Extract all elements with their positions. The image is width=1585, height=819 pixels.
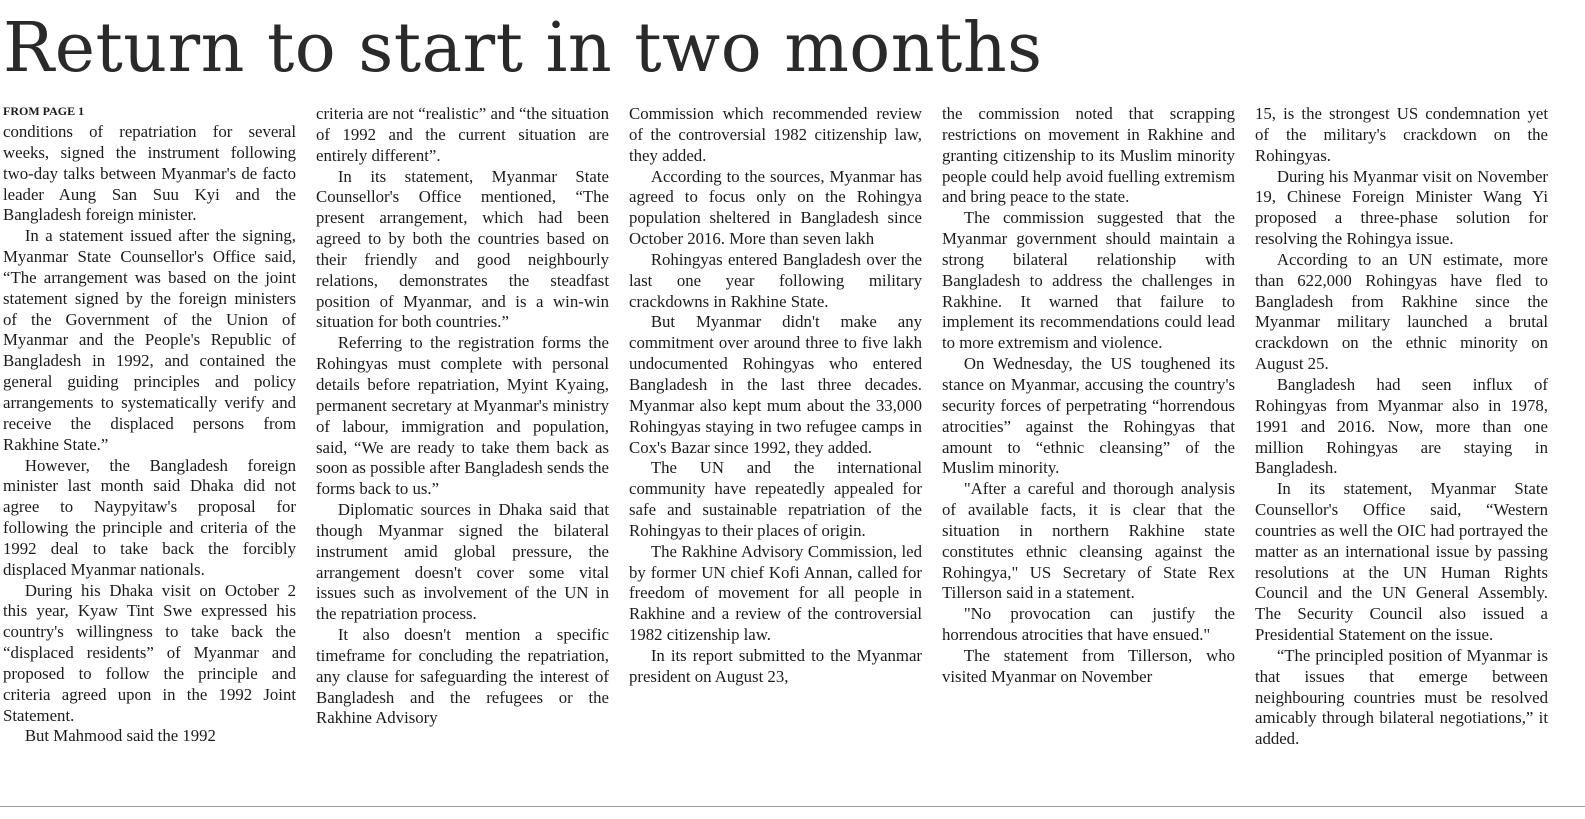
- article-paragraph: The Rakhine Advisory Commission, led by former UN chief Kofi Annan, called for freedom of movement for all people in Rakhine and a review of the controversial 1982 citizenship law.: [629, 541, 922, 645]
- article-paragraph: According to the sources, Myanmar has agreed to focus only on the Rohingya population sheltered in Bangladesh since October 2016. More than seven lakh: [629, 166, 922, 249]
- article-paragraph: The commission suggested that the Myanmar government should maintain a strong bilateral relationship with Bangladesh to address the challenges in Rakhine. It warned that failure to implement its recommendations could lead to more extremism and violence.: [942, 208, 1235, 353]
- article-paragraph: During his Myanmar visit on November 19, Chinese Foreign Minister Wang Yi proposed a three-phase solution for resolving the Rohingya issue.: [1255, 166, 1548, 249]
- article-paragraph: On Wednesday, the US toughened its stance on Myanmar, accusing the country's security forces of perpetrating “horrendous atrocities” against the Rohingyas that amount to “ethnic cleansing” of the Muslim minority.: [942, 354, 1235, 478]
- article-paragraph: Rohingyas entered Bangladesh over the last one year following military crackdowns in Rakhine State.: [629, 249, 922, 311]
- article-paragraph: Bangladesh had seen influx of Rohingyas from Myanmar also in 1978, 1991 and 2016. Now, more than one million Rohingyas are staying in Bangladesh.: [1255, 374, 1548, 478]
- article-column-5: [1255, 104, 1548, 794]
- article-columns: [3, 104, 1552, 794]
- article-paragraph: However, the Bangladesh foreign minister last month said Dhaka did not agree to Naypyitaw's proposal for following the principle and criteria of the 1992 deal to take back the forcibly displaced Myanmar nationals.: [3, 455, 296, 579]
- article-paragraph: The statement from Tillerson, who visited Myanmar on November: [942, 645, 1235, 686]
- article-paragraph: According to an UN estimate, more than 622,000 Rohingyas have fled to Bangladesh from Rakhine since the Myanmar military launched a brutal crackdown on the ethnic minority on August 25.: [1255, 249, 1548, 374]
- article-paragraph: But Myanmar didn't make any commitment over around three to five lakh undocumented Rohingyas who entered Bangladesh in the last three decades. Myanmar also kept mum about the 33,000 Rohingyas staying in two refugee camps in Cox's Bazar since 1992, they added.: [629, 312, 922, 457]
- continuation-kicker: FROM PAGE 1: [3, 104, 85, 118]
- headline: Return to start in two months: [3, 9, 1043, 88]
- article-paragraph: conditions of repatriation for several weeks, signed the instrument following two-day talks between Myanmar's de facto leader Aung San Suu Kyi and the Bangladesh foreign minister.: [3, 122, 296, 225]
- article-paragraph: 15, is the strongest US condemnation yet of the military's crackdown on the Rohingyas.: [1255, 104, 1548, 165]
- article-paragraph: During his Dhaka visit on October 2 this year, Kyaw Tint Swe expressed his country's willingness to take back the “displaced residents” of Myanmar and proposed to follow the principle and criteria agreed upon in the 1992 Joint Statement.: [3, 580, 296, 725]
- article-paragraph: In its report submitted to the Myanmar president on August 23,: [629, 645, 922, 686]
- article-paragraph: “The principled position of Myanmar is that issues that emerge between neighbouring countries must be resolved amicably through bilateral negotiations,” it added.: [1255, 645, 1548, 749]
- article-column-2: [316, 104, 609, 794]
- article-paragraph: In its statement, Myanmar State Counsellor's Office mentioned, “The present arrangement, which had been agreed to by both the countries based on their friendly and good neighbourly relations, demonstrates the steadfast position of Myanmar, and is a win-win situation for both countries.”: [316, 166, 609, 332]
- article-paragraph: "After a careful and thorough analysis of available facts, it is clear that the situation in northern Rakhine state constitutes ethnic cleansing against the Rohingya," US Secretary of State Rex Tillerson said in a statement.: [942, 479, 1235, 603]
- bottom-rule: [0, 806, 1585, 807]
- article-paragraph: The UN and the international community have repeatedly appealed for safe and sustainable repatriation of the Rohingyas to their places of origin.: [629, 458, 922, 540]
- article-paragraph: In its statement, Myanmar State Counsellor's Office said, “Western countries as well the OIC had portrayed the matter as an international issue by passing resolutions at the UN Human Rights Council and the UN General Assembly. The Security Council also issued a Presidential Statement on the issue.: [1255, 479, 1548, 645]
- article-paragraph: Diplomatic sources in Dhaka said that though Myanmar signed the bilateral instrument amid global pressure, the arrangement doesn't cover some vital issues such as involvement of the UN in the repatriation process.: [316, 500, 609, 624]
- article-paragraph: "No provocation can justify the horrendous atrocities that have ensued.": [942, 604, 1235, 645]
- article-paragraph: criteria are not “realistic” and “the situation of 1992 and the current situation are entirely different”.: [316, 104, 609, 165]
- article-paragraph: the commission noted that scrapping restrictions on movement in Rakhine and granting citizenship to its Muslim minority people could help avoid fuelling extremism and bring peace to the state.: [942, 104, 1235, 207]
- article-paragraph: It also doesn't mention a specific timeframe for concluding the repatriation, any clause for safeguarding the interest of Bangladesh and the refugees or the Rakhine Advisory: [316, 625, 609, 728]
- article-paragraph: In a statement issued after the signing, Myanmar State Counsellor's Office said, “The arrangement was based on the joint statement signed by the foreign ministers of the Government of the Union of Myanmar and the People's Republic of Bangladesh in 1992, and contained the general guiding principles and policy arrangements to systematically verify and receive the displaced persons from Rakhine State.”: [3, 226, 296, 454]
- article-column-3: [629, 104, 922, 794]
- article-paragraph: Referring to the registration forms the Rohingyas must complete with personal details before repatriation, Myint Kyaing, permanent secretary at Myanmar's ministry of labour, immigration and population, said, “We are ready to take them back as soon as possible after Bangladesh sends the forms back to us.”: [316, 333, 609, 499]
- article-paragraph: But Mahmood said the 1992: [24, 726, 216, 746]
- article-paragraph: Commission which recommended review of the controversial 1982 citizenship law, they added.: [629, 104, 922, 165]
- article-column-4: [942, 104, 1235, 794]
- article-column-1: [3, 104, 296, 794]
